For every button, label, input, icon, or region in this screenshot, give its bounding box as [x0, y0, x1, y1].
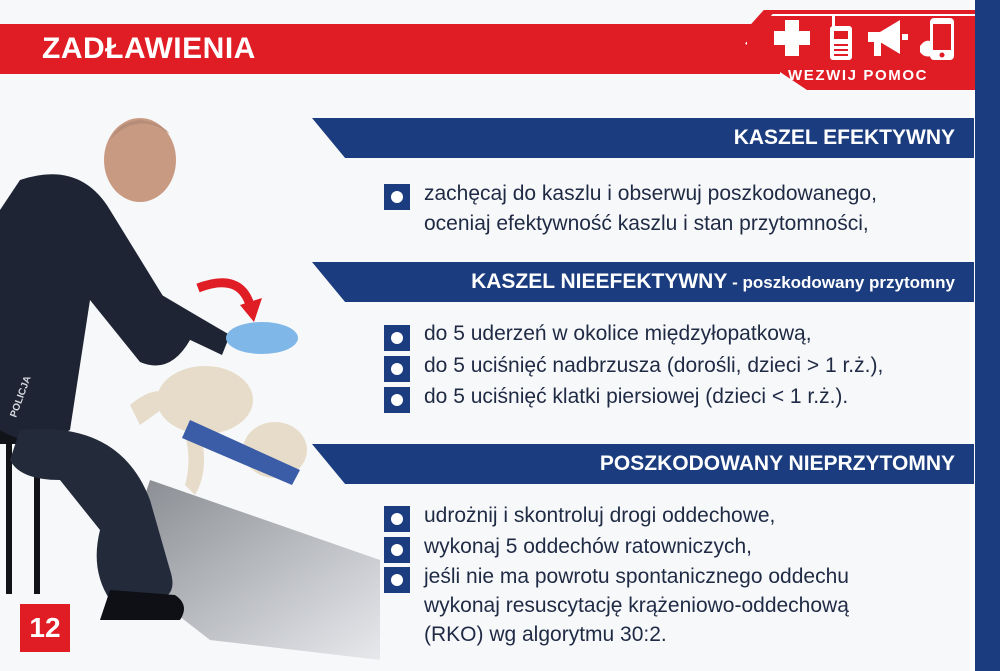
- page-number: 12: [20, 604, 70, 652]
- medical-cross-icon: [772, 16, 812, 60]
- page-title: ZADŁAWIENIA: [42, 32, 256, 65]
- heading-unconscious: POSZKODOWANY NIEPRZYTOMNY: [599, 452, 955, 475]
- police-patch: POLICJA: [8, 374, 34, 420]
- list-item: do 5 uciśnięć klatki piersiowej (dzieci < 1 r.ż.).: [424, 385, 849, 408]
- heading-effective-cough: KASZEL EFEKTYWNY: [733, 126, 955, 149]
- heading-ineffective-cough: [471, 270, 955, 294]
- right-edge-blue-stripe: [975, 0, 1000, 671]
- list-item: zachęcaj do kaszlu i obserwuj poszkodowanego,: [424, 182, 877, 205]
- list-item: udrożnij i skontroluj drogi oddechowe,: [424, 504, 776, 527]
- bullet-icon: [384, 356, 410, 382]
- call-help-label: WEZWIJ POMOC: [788, 67, 929, 84]
- heading-ineffective-cough-sub: - poszkodowany przytomny: [727, 273, 955, 292]
- bullet-icon: [384, 325, 410, 351]
- list-item: (RKO) wg algorytmu 30:2.: [424, 623, 667, 646]
- megaphone-icon: [866, 16, 910, 60]
- bullet-icon: [384, 537, 410, 563]
- rescue-photo: [0, 100, 380, 671]
- bullet-icon: [384, 387, 410, 413]
- list-item: jeśli nie ma powrotu spontanicznego oddechu: [424, 565, 849, 588]
- list-item: oceniaj efektywność kaszlu i stan przytomności,: [424, 212, 869, 235]
- mobile-phone-icon: [918, 16, 962, 62]
- bullet-icon: [384, 184, 410, 210]
- bullet-icon: [384, 506, 410, 532]
- list-item: wykonaj resuscytację krążeniowo-oddechową: [424, 594, 849, 617]
- heading-ineffective-cough-main: KASZEL NIEEFEKTYWNY: [471, 270, 728, 293]
- list-item: do 5 uciśnięć nadbrzusza (dorośli, dzieci > 1 r.ż.),: [424, 354, 884, 377]
- radio-transmitter-icon: [828, 16, 856, 62]
- bullet-icon: [384, 567, 410, 593]
- list-item: do 5 uderzeń w okolice międzyłopatkową,: [424, 322, 812, 345]
- list-item: wykonaj 5 oddechów ratowniczych,: [424, 535, 753, 558]
